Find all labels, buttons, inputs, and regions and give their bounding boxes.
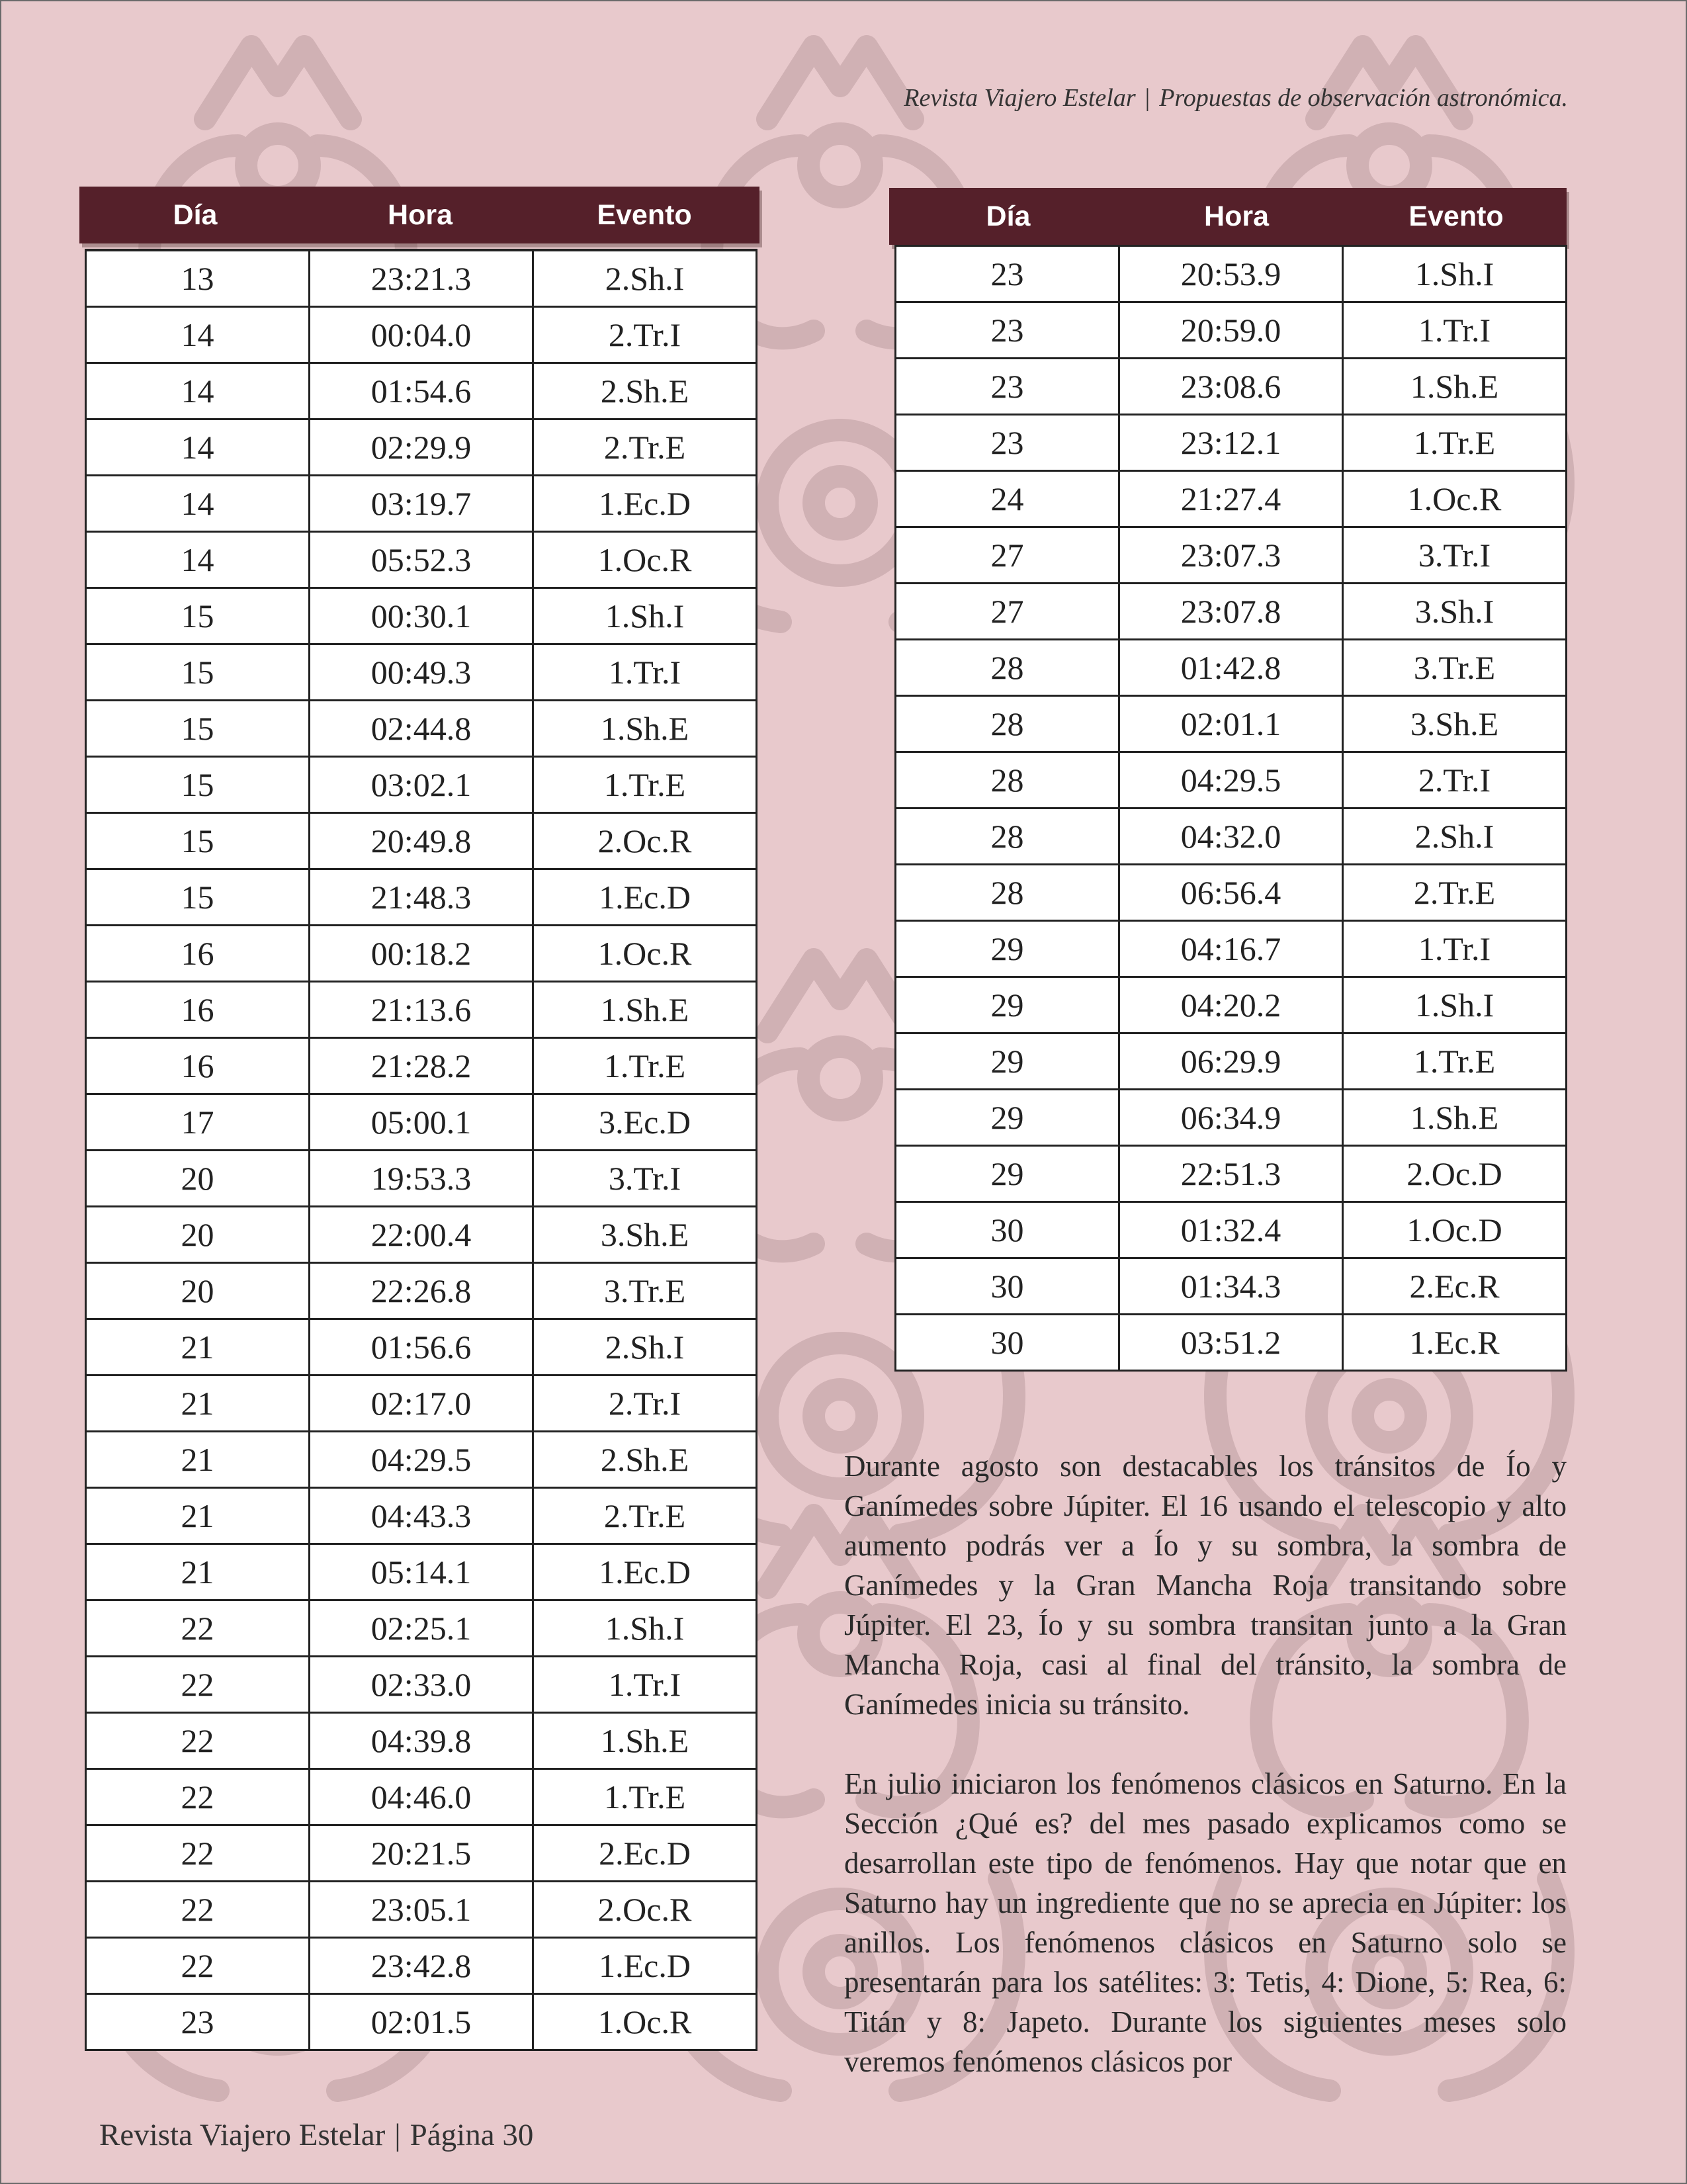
cell-evento: 1.Ec.D	[533, 1938, 757, 1994]
table-row	[896, 1090, 1567, 1146]
table-row	[86, 419, 757, 476]
cell-dia: 14	[86, 307, 310, 363]
table-row	[86, 1432, 757, 1488]
cell-hora: 22:51.3	[1119, 1146, 1343, 1202]
cell-hora: 04:46.0	[310, 1769, 533, 1825]
table-row	[86, 813, 757, 869]
table-row	[896, 640, 1567, 696]
table-row	[86, 701, 757, 757]
cell-evento: 2.Oc.R	[533, 813, 757, 869]
table-row	[86, 1825, 757, 1882]
cell-evento: 1.Tr.I	[1343, 302, 1567, 359]
table-row	[86, 1094, 757, 1151]
events-table-body	[85, 249, 757, 2051]
cell-dia: 30	[896, 1315, 1119, 1371]
cell-hora: 01:56.6	[310, 1319, 533, 1376]
cell-evento: 1.Tr.E	[1343, 1033, 1567, 1090]
cell-hora: 01:32.4	[1119, 1202, 1343, 1258]
cell-evento: 1.Tr.I	[533, 644, 757, 701]
table-row	[896, 752, 1567, 808]
cell-hora: 21:27.4	[1119, 471, 1343, 527]
page-number: Página 30	[410, 2118, 534, 2152]
table-header	[889, 188, 1567, 245]
table-row	[896, 1258, 1567, 1315]
cell-dia: 24	[896, 471, 1119, 527]
cell-dia: 30	[896, 1258, 1119, 1315]
cell-evento: 1.Sh.E	[1343, 359, 1567, 415]
table-row	[896, 696, 1567, 752]
column-header-hora: Hora	[1204, 200, 1269, 232]
cell-hora: 06:56.4	[1119, 865, 1343, 921]
table-row	[86, 1376, 757, 1432]
cell-dia: 28	[896, 752, 1119, 808]
cell-dia: 16	[86, 1038, 310, 1094]
cell-dia: 29	[896, 977, 1119, 1033]
cell-dia: 22	[86, 1657, 310, 1713]
cell-hora: 20:53.9	[1119, 246, 1343, 302]
column-header-dia: Día	[986, 200, 1031, 232]
cell-hora: 05:52.3	[310, 532, 533, 588]
cell-dia: 20	[86, 1151, 310, 1207]
table-row	[86, 1938, 757, 1994]
cell-evento: 1.Sh.E	[533, 701, 757, 757]
cell-dia: 16	[86, 926, 310, 982]
table-row	[86, 250, 757, 307]
cell-evento: 2.Sh.E	[533, 1432, 757, 1488]
cell-evento: 3.Sh.E	[533, 1207, 757, 1263]
cell-hora: 04:43.3	[310, 1488, 533, 1544]
cell-hora: 23:21.3	[310, 250, 533, 307]
cell-dia: 30	[896, 1202, 1119, 1258]
cell-hora: 23:08.6	[1119, 359, 1343, 415]
cell-dia: 21	[86, 1544, 310, 1600]
cell-dia: 21	[86, 1488, 310, 1544]
cell-evento: 2.Ec.R	[1343, 1258, 1567, 1315]
table-row	[86, 363, 757, 419]
footer-separator: |	[394, 2118, 401, 2152]
running-header	[904, 83, 1568, 112]
cell-evento: 2.Sh.I	[533, 1319, 757, 1376]
page-footer	[99, 2117, 533, 2153]
table-row	[86, 1319, 757, 1376]
cell-evento: 1.Tr.I	[1343, 921, 1567, 977]
table-row	[86, 1657, 757, 1713]
cell-dia: 28	[896, 865, 1119, 921]
table-row	[86, 1713, 757, 1769]
cell-hora: 05:00.1	[310, 1094, 533, 1151]
cell-dia: 20	[86, 1263, 310, 1319]
cell-evento: 2.Sh.E	[533, 363, 757, 419]
table-row	[896, 1315, 1567, 1371]
table-row	[86, 1263, 757, 1319]
table-row	[896, 1146, 1567, 1202]
cell-evento: 1.Oc.R	[533, 926, 757, 982]
cell-dia: 15	[86, 644, 310, 701]
cell-dia: 21	[86, 1432, 310, 1488]
cell-dia: 22	[86, 1713, 310, 1769]
cell-dia: 22	[86, 1938, 310, 1994]
cell-dia: 15	[86, 701, 310, 757]
cell-hora: 20:49.8	[310, 813, 533, 869]
table-row	[86, 1151, 757, 1207]
cell-evento: 1.Ec.D	[533, 869, 757, 926]
table-row	[86, 644, 757, 701]
column-header-evento: Evento	[597, 198, 692, 231]
cell-dia: 16	[86, 982, 310, 1038]
header-publication: Revista Viajero Estelar	[904, 84, 1136, 112]
cell-dia: 22	[86, 1825, 310, 1882]
cell-evento: 1.Tr.E	[533, 757, 757, 813]
cell-dia: 23	[896, 302, 1119, 359]
article-text	[844, 1446, 1567, 2081]
cell-evento: 1.Oc.R	[533, 1994, 757, 2050]
table-row	[896, 302, 1567, 359]
cell-evento: 1.Oc.R	[533, 532, 757, 588]
cell-dia: 17	[86, 1094, 310, 1151]
footer-publication: Revista Viajero Estelar	[99, 2118, 386, 2152]
cell-evento: 1.Tr.E	[533, 1769, 757, 1825]
table-row	[896, 1033, 1567, 1090]
cell-hora: 04:16.7	[1119, 921, 1343, 977]
table-row	[86, 476, 757, 532]
cell-hora: 23:07.8	[1119, 584, 1343, 640]
cell-hora: 03:51.2	[1119, 1315, 1343, 1371]
cell-evento: 2.Oc.D	[1343, 1146, 1567, 1202]
cell-hora: 05:14.1	[310, 1544, 533, 1600]
cell-hora: 21:48.3	[310, 869, 533, 926]
cell-hora: 00:04.0	[310, 307, 533, 363]
cell-evento: 3.Ec.D	[533, 1094, 757, 1151]
cell-evento: 2.Tr.I	[533, 1376, 757, 1432]
cell-evento: 1.Sh.I	[1343, 977, 1567, 1033]
cell-evento: 3.Sh.I	[1343, 584, 1567, 640]
cell-evento: 2.Ec.D	[533, 1825, 757, 1882]
table-row	[86, 1994, 757, 2050]
cell-dia: 28	[896, 696, 1119, 752]
table-row	[86, 307, 757, 363]
cell-evento: 1.Oc.D	[1343, 1202, 1567, 1258]
table-row	[86, 588, 757, 644]
table-row	[86, 1769, 757, 1825]
cell-hora: 21:13.6	[310, 982, 533, 1038]
cell-hora: 06:29.9	[1119, 1033, 1343, 1090]
cell-hora: 02:44.8	[310, 701, 533, 757]
events-table-left	[79, 187, 759, 2051]
cell-hora: 04:39.8	[310, 1713, 533, 1769]
cell-evento: 1.Sh.I	[533, 1600, 757, 1657]
table-row	[86, 757, 757, 813]
column-header-hora: Hora	[388, 198, 453, 231]
cell-evento: 3.Sh.E	[1343, 696, 1567, 752]
cell-dia: 15	[86, 813, 310, 869]
cell-hora: 04:29.5	[310, 1432, 533, 1488]
cell-hora: 04:20.2	[1119, 977, 1343, 1033]
table-row	[896, 527, 1567, 584]
cell-dia: 23	[896, 359, 1119, 415]
cell-evento: 1.Ec.R	[1343, 1315, 1567, 1371]
cell-hora: 01:34.3	[1119, 1258, 1343, 1315]
cell-dia: 22	[86, 1769, 310, 1825]
cell-evento: 3.Tr.E	[1343, 640, 1567, 696]
cell-evento: 1.Sh.E	[1343, 1090, 1567, 1146]
cell-evento: 3.Tr.I	[533, 1151, 757, 1207]
cell-hora: 00:18.2	[310, 926, 533, 982]
table-row	[86, 1207, 757, 1263]
table-row	[896, 246, 1567, 302]
table-row	[896, 584, 1567, 640]
cell-hora: 20:21.5	[310, 1825, 533, 1882]
cell-evento: 3.Tr.E	[533, 1263, 757, 1319]
cell-hora: 02:01.1	[1119, 696, 1343, 752]
cell-dia: 14	[86, 476, 310, 532]
cell-evento: 2.Tr.E	[533, 419, 757, 476]
table-row	[896, 415, 1567, 471]
cell-evento: 2.Tr.E	[533, 1488, 757, 1544]
cell-hora: 00:30.1	[310, 588, 533, 644]
cell-dia: 14	[86, 419, 310, 476]
cell-evento: 2.Sh.I	[1343, 808, 1567, 865]
cell-dia: 27	[896, 527, 1119, 584]
cell-hora: 03:02.1	[310, 757, 533, 813]
cell-dia: 21	[86, 1376, 310, 1432]
cell-evento: 3.Tr.I	[1343, 527, 1567, 584]
cell-hora: 02:01.5	[310, 1994, 533, 2050]
cell-dia: 20	[86, 1207, 310, 1263]
cell-dia: 21	[86, 1319, 310, 1376]
cell-evento: 2.Tr.I	[533, 307, 757, 363]
cell-hora: 01:42.8	[1119, 640, 1343, 696]
cell-dia: 15	[86, 588, 310, 644]
cell-dia: 29	[896, 921, 1119, 977]
cell-hora: 22:00.4	[310, 1207, 533, 1263]
cell-hora: 06:34.9	[1119, 1090, 1343, 1146]
table-row	[896, 471, 1567, 527]
table-row	[896, 808, 1567, 865]
cell-evento: 2.Tr.E	[1343, 865, 1567, 921]
cell-dia: 15	[86, 869, 310, 926]
cell-dia: 23	[86, 1994, 310, 2050]
cell-dia: 28	[896, 640, 1119, 696]
cell-dia: 23	[896, 246, 1119, 302]
events-table-right	[889, 188, 1567, 1372]
header-section: Propuestas de observación astronómica.	[1159, 84, 1568, 112]
cell-hora: 20:59.0	[1119, 302, 1343, 359]
cell-hora: 22:26.8	[310, 1263, 533, 1319]
cell-hora: 03:19.7	[310, 476, 533, 532]
cell-dia: 15	[86, 757, 310, 813]
cell-dia: 29	[896, 1146, 1119, 1202]
cell-hora: 02:33.0	[310, 1657, 533, 1713]
cell-evento: 1.Oc.R	[1343, 471, 1567, 527]
column-header-evento: Evento	[1408, 200, 1504, 232]
article-paragraph: En julio iniciaron los fenómenos clásicos en Saturno. En la Sección ¿Qué es? del mes pasado explicamos como se desarrollan este tipo de fenómenos. Hay que notar que en Saturno hay un ingrediente que no se aprecia en Júpiter: los anillos. Los fenómenos clásicos en Saturno solo se presentarán para los satélites: 3: Tetis, 4: Dione, 5: Rea, 6: Titán y 8: Japeto. Durante los siguientes meses solo veremos fenómenos clásicos por	[844, 1767, 1567, 2078]
table-row	[86, 926, 757, 982]
cell-evento: 1.Sh.I	[533, 588, 757, 644]
cell-evento: 1.Ec.D	[533, 1544, 757, 1600]
table-row	[86, 982, 757, 1038]
table-row	[86, 869, 757, 926]
cell-dia: 22	[86, 1882, 310, 1938]
cell-evento: 1.Tr.E	[533, 1038, 757, 1094]
cell-hora: 19:53.3	[310, 1151, 533, 1207]
cell-evento: 1.Tr.E	[1343, 415, 1567, 471]
events-table-body	[894, 245, 1567, 1372]
cell-hora: 04:29.5	[1119, 752, 1343, 808]
cell-hora: 00:49.3	[310, 644, 533, 701]
cell-dia: 14	[86, 363, 310, 419]
cell-hora: 23:07.3	[1119, 527, 1343, 584]
cell-evento: 1.Sh.E	[533, 1713, 757, 1769]
table-row	[86, 1600, 757, 1657]
cell-hora: 23:42.8	[310, 1938, 533, 1994]
header-separator: |	[1145, 84, 1150, 112]
table-row	[896, 1202, 1567, 1258]
cell-hora: 01:54.6	[310, 363, 533, 419]
cell-dia: 23	[896, 415, 1119, 471]
cell-evento: 1.Ec.D	[533, 476, 757, 532]
cell-dia: 13	[86, 250, 310, 307]
article-paragraph: Durante agosto son destacables los tránsitos de Ío y Ganímedes sobre Júpiter. El 16 usando el telescopio y alto aumento podrás ver a Ío y su sombra, la sombra de Ganímedes y la Gran Mancha Roja transitando sobre Júpiter. El 23, Ío y su sombra transitan junto a la Gran Mancha Roja, casi al final del tránsito, la sombra de Ganímedes inicia su tránsito.	[844, 1450, 1567, 1721]
cell-evento: 1.Tr.I	[533, 1657, 757, 1713]
table-row	[86, 1882, 757, 1938]
cell-hora: 21:28.2	[310, 1038, 533, 1094]
cell-evento: 2.Sh.I	[533, 250, 757, 307]
cell-dia: 22	[86, 1600, 310, 1657]
table-row	[86, 532, 757, 588]
table-row	[86, 1038, 757, 1094]
cell-evento: 2.Oc.R	[533, 1882, 757, 1938]
cell-evento: 1.Sh.I	[1343, 246, 1567, 302]
cell-hora: 04:32.0	[1119, 808, 1343, 865]
cell-evento: 2.Tr.I	[1343, 752, 1567, 808]
cell-hora: 23:12.1	[1119, 415, 1343, 471]
table-row	[896, 865, 1567, 921]
cell-hora: 02:17.0	[310, 1376, 533, 1432]
table-row	[896, 977, 1567, 1033]
table-row	[86, 1544, 757, 1600]
cell-dia: 29	[896, 1090, 1119, 1146]
cell-hora: 23:05.1	[310, 1882, 533, 1938]
cell-dia: 29	[896, 1033, 1119, 1090]
cell-hora: 02:29.9	[310, 419, 533, 476]
cell-dia: 14	[86, 532, 310, 588]
cell-dia: 28	[896, 808, 1119, 865]
cell-hora: 02:25.1	[310, 1600, 533, 1657]
table-row	[86, 1488, 757, 1544]
column-header-dia: Día	[173, 198, 218, 231]
cell-dia: 27	[896, 584, 1119, 640]
cell-evento: 1.Sh.E	[533, 982, 757, 1038]
table-row	[896, 921, 1567, 977]
table-row	[896, 359, 1567, 415]
table-header	[79, 187, 759, 243]
